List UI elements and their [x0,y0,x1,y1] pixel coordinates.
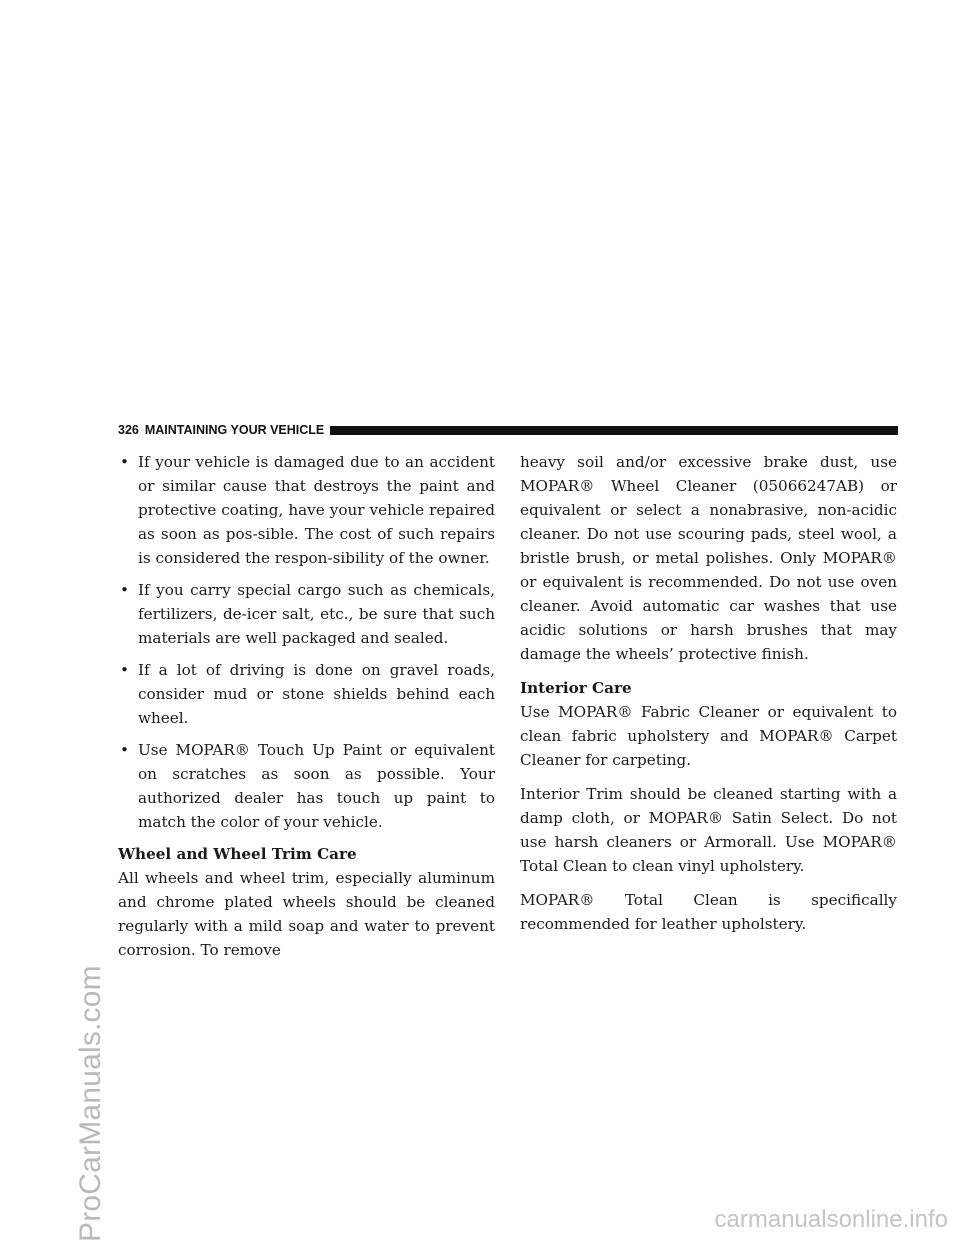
wheel-care-paragraph: All wheels and wheel trim, especially aluminum and chrome plated wheels should be cleaned regularly with a mild soap and water to prevent corrosion. To remove [118,869,495,959]
bottom-watermark: carmanualsonline.info [714,1206,948,1233]
page-header [118,422,898,438]
bullet-icon: • [120,661,129,679]
list-item [118,658,495,730]
bullet-icon: • [120,581,129,599]
bullet-text: Use MOPAR® Touch Up Paint or equivalent on scratches as soon as possible. Your authorized dealer has touch up paint to match the color of your vehicle. [138,741,495,831]
right-column [520,450,897,946]
bullet-icon: • [120,453,129,471]
list-item [118,578,495,650]
list-item [118,450,495,570]
interior-care-heading: Interior Care [520,679,632,697]
left-column [118,450,495,972]
wheel-care-heading: Wheel and Wheel Trim Care [118,845,357,863]
list-item [118,738,495,834]
bullet-list [118,450,495,834]
header-rule [330,426,898,435]
interior-paragraph-fabric: Use MOPAR® Fabric Cleaner or equivalent to clean fabric upholstery and MOPAR® Carpet Cleaner for carpeting. [520,703,897,769]
side-watermark: ProCarManuals.com [74,965,107,1242]
wheel-care-continued: heavy soil and/or excessive brake dust, use MOPAR® Wheel Cleaner (05066247AB) or equivalent or select a nonabrasive, non-acidic cleaner. Do not use scouring pads, steel wool, a bristle brush, or metal polishes. Only MOPAR® or equivalent is recommended. Do not use oven cleaner. Avoid automatic car washes that use acidic solutions or harsh brushes that may damage the wheels’ protective finish. [520,453,897,663]
interior-paragraph-trim: Interior Trim should be cleaned starting with a damp cloth, or MOPAR® Satin Select. Do not use harsh cleaners or Armorall. Use MOPAR® Total Clean to clean vinyl upholstery. [520,785,897,875]
bullet-text: If you carry special cargo such as chemicals, fertilizers, de-icer salt, etc., be sure that such materials are well packaged and sealed. [138,581,495,647]
page-number: 326 [118,423,139,437]
section-title: MAINTAINING YOUR VEHICLE [144,423,325,437]
bullet-text: If your vehicle is damaged due to an accident or similar cause that destroys the paint and protective coating, have your vehicle repaired as soon as pos-sible. The cost of such repairs is considered the respon-sibility of the owner. [138,453,495,567]
bullet-icon: • [120,741,129,759]
bullet-text: If a lot of driving is done on gravel roads, consider mud or stone shields behind each wheel. [138,661,495,727]
interior-paragraph-leather: MOPAR® Total Clean is specifically recommended for leather upholstery. [520,891,897,933]
